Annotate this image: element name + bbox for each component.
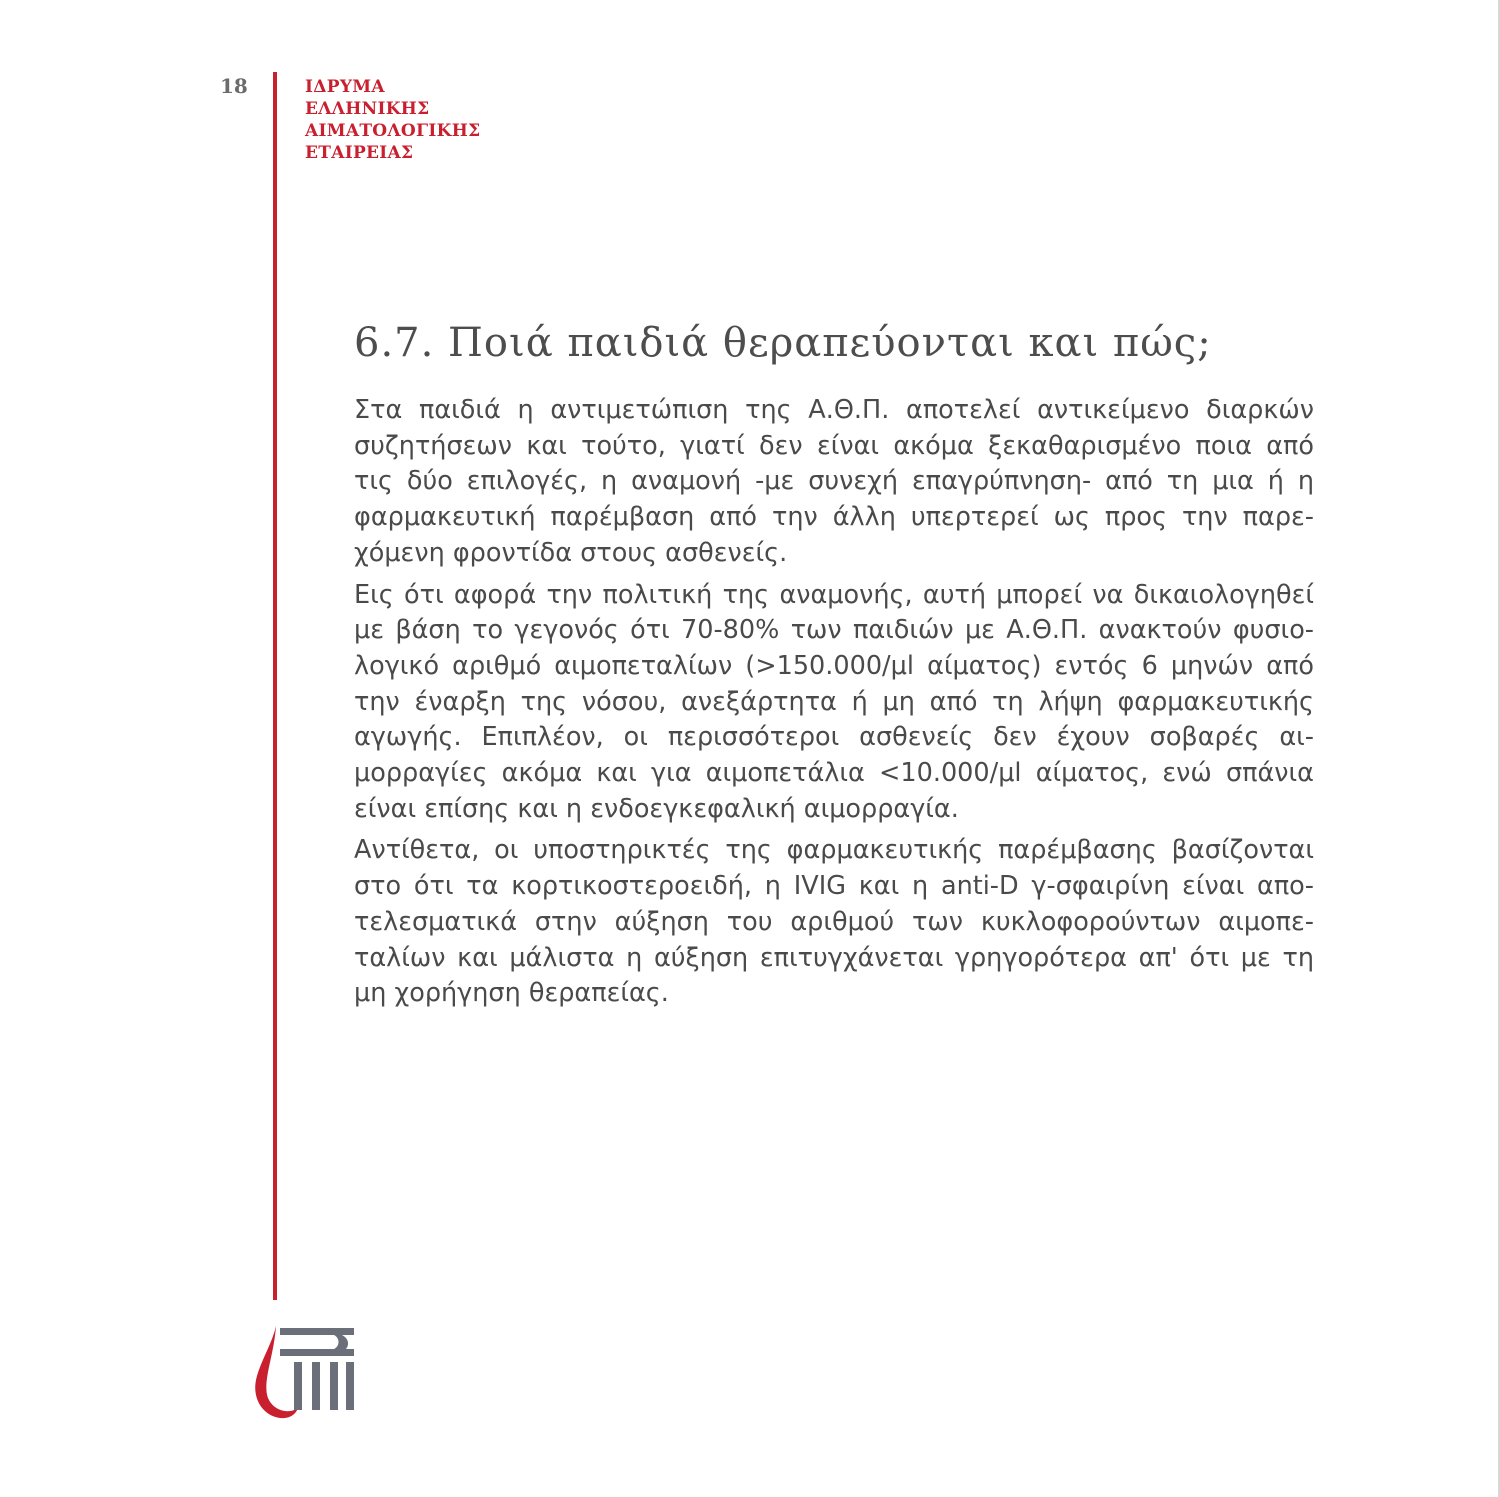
text-line: είναι επίσης και η ενδοεγκεφαλική αιμορραγία.: [354, 793, 959, 824]
text-line: τις δύο επιλογές, η αναμονή -με συνεχή επαγρύπνηση- από τη μια ή η: [354, 466, 1314, 497]
text-line: μη χορήγηση θεραπείας.: [354, 978, 669, 1009]
text-line: στο ότι τα κορτικοστεροειδή, η IVIG και η anti-D γ-σφαιρίνη είναι απο-: [354, 871, 1314, 902]
text-line: Στα παιδιά η αντιμετώπιση της Α.Θ.Π. αποτελεί αντικείμενο διαρκών: [354, 395, 1314, 425]
text-line: Εις ότι αφορά την πολιτική της αναμονής, αυτή μπορεί να δικαιολογηθεί: [354, 579, 1314, 610]
text-line: λογικό αριθμό αιμοπεταλίων (>150.000/μl αίματος) εντός 6 μηνών από: [354, 650, 1314, 681]
foundation-logo-icon: [250, 1322, 360, 1422]
text-line: ταλίων και μάλιστα η αύξηση επιτυγχάνεται γρηγορότερα απ' ότι με τη: [354, 942, 1314, 973]
foundation-line: ΙΔΡΥΜΑ: [305, 77, 385, 97]
text-line: με βάση το γεγονός ότι 70-80% των παιδιών με Α.Θ.Π. ανακτούν φυσιο-: [354, 615, 1314, 646]
text-line: φαρμακευτική παρέμβαση από την άλλη υπερτερεί ως προς την παρε-: [354, 502, 1314, 533]
column-shaft-shape: [346, 1362, 354, 1410]
blood-drop-shape: [255, 1326, 298, 1418]
foundation-line: ΑΙΜΑΤΟΛΟΓΙΚΗΣ: [305, 121, 481, 141]
text-line: συζητήσεων και τούτο, γιατί δεν είναι ακόμα ξεκαθαρισμένο ποια από: [354, 430, 1314, 461]
paragraph-3: [354, 833, 1314, 1012]
text-line: τελεσματικά στην αύξηση του αριθμού των κυκλοφορούντων αιμοπε-: [354, 906, 1314, 937]
column-shaft-shape: [312, 1362, 320, 1410]
text-line: την έναρξη της νόσου, ανεξάρτητα ή μη από τη λήψη φαρμακευτικής: [354, 686, 1314, 717]
section-body: [354, 393, 1314, 1018]
column-shaft-shape: [294, 1362, 302, 1410]
text-line: Αντίθετα, οι υποστηρικτές της φαρμακευτικής παρέμβασης βασίζονται: [354, 835, 1314, 866]
vertical-red-rule: [273, 72, 277, 1300]
paragraph-2: [354, 578, 1314, 828]
foundation-line: ΕΤΑΙΡΕΙΑΣ: [305, 143, 414, 163]
column-shaft-shape: [330, 1362, 338, 1410]
column-capital-shape: [280, 1328, 354, 1356]
text-line: χόμενη φροντίδα στους ασθενείς.: [354, 537, 788, 568]
foundation-name: [305, 76, 480, 164]
foundation-line: ΕΛΛΗΝΙΚΗΣ: [305, 99, 430, 119]
text-line: αγωγής. Επιπλέον, οι περισσότεροι ασθενείς δεν έχουν σοβαρές αι-: [354, 722, 1314, 753]
text-line: μορραγίες ακόμα και για αιμοπετάλια <10.000/μl αίματος, ενώ σπάνια: [354, 758, 1314, 789]
page-number: 18: [220, 74, 248, 98]
paragraph-1: [354, 393, 1314, 572]
section-title: 6.7. Ποιά παιδιά θεραπεύονται και πώς;: [354, 320, 1212, 366]
